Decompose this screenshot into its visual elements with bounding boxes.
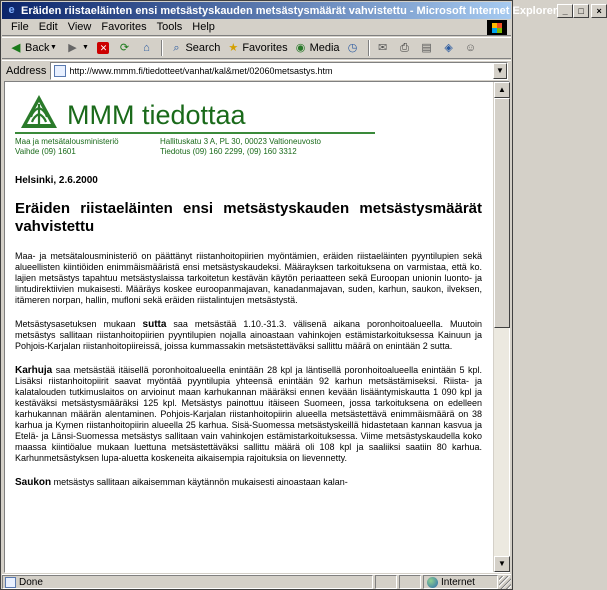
press-release-headline: Eräiden riistaeläinten ensi metsästyskauden metsästysmäärät vahvistettu (15, 200, 482, 235)
status-main (2, 575, 373, 589)
history-button[interactable] (343, 39, 365, 57)
close-button[interactable]: × (591, 4, 607, 18)
zone-label: Internet (441, 576, 475, 588)
toolbar-separator (368, 40, 370, 56)
print-button[interactable] (395, 39, 417, 57)
paragraph-text: Metsästysasetuksen mukaan (15, 319, 143, 329)
forward-button[interactable] (62, 39, 94, 57)
header-divider (15, 132, 375, 134)
maximize-button[interactable]: □ (573, 4, 589, 18)
internet-globe-icon (427, 577, 438, 588)
status-cell (375, 575, 397, 589)
mmm-logo-icon (19, 94, 59, 130)
search-icon: ⌕ (173, 42, 180, 54)
home-button[interactable] (136, 39, 158, 57)
page-icon (54, 65, 66, 77)
stop-icon: ✕ (97, 42, 109, 54)
toolbar-separator (161, 40, 163, 56)
back-button[interactable] (6, 39, 62, 57)
search-label: Search (185, 42, 221, 54)
resize-grip[interactable] (499, 576, 511, 589)
refresh-icon: ⟳ (119, 42, 130, 54)
windows-logo-icon (487, 20, 507, 35)
switchboard-number: Vaihde (09) 1601 (15, 147, 76, 156)
address-input[interactable] (50, 62, 508, 80)
ministry-name: Maa ja metsätalousministeriö (15, 137, 119, 146)
paragraph-wolf (15, 319, 482, 352)
paragraph-intro: Maa- ja metsätalousministeriö on päättänyt riistanhoitopiirien myöntämien, eräiden riistaeläinten pyyntilupien sekä alueellisten kiintiöiden enimmäismääristä ensi metsästyskaudeksi. Määrayksen tarkoituksena on varmistaa, että ko. lajien metsästys tapahtuu metsästyslaissa tarkoitetun kestävän käytön periaatteen sekä Euroopan unionin luonto- ja lintudirektiivien mukaisesti. Määräys koskee euroopanmajavan, kanadanmajavan, suden, karhun, saukon, ilveksen, itämeren norpan, hallin, mufloni sekä eräiden riistalintujen metsästystä. (15, 251, 482, 305)
paragraph-otter (15, 477, 482, 488)
page-done-icon (5, 577, 16, 588)
standard-toolbar (2, 37, 511, 59)
status-bar (2, 574, 511, 589)
discuss-button[interactable] (439, 39, 461, 57)
menu-tools[interactable]: Tools (156, 21, 183, 33)
back-arrow-icon: ◀ (11, 42, 21, 54)
address-url[interactable]: http://www.mmm.fi/tiedotteet/vanhat/kal&met/02060metsastys.htm (69, 65, 333, 76)
print-icon: ⎙ (400, 42, 409, 54)
scroll-up-button[interactable]: ▲ (494, 82, 510, 98)
org-title: MMM tiedottaa (67, 100, 246, 130)
paragraph-text: saa metsästää 1.10.-31.3. välisenä aikana poronhoitoalueella. Muutoin metsästys sallitaan riistanhoitopiirien pyyntilupien nojalla ainoastaan vahinkojen estämistarkoituksessa Kainuun ja Pohjois-Karjalan riistanhoitopiireissä, joissa kummassakin metsästettäväksi sallittu määrä on enintään 2 sutta. (15, 319, 483, 351)
information-numbers: Tiedotus (09) 160 2299, (09) 160 3312 (160, 147, 297, 156)
internet-explorer-icon: e (8, 4, 15, 16)
vertical-scrollbar[interactable] (493, 82, 509, 572)
minimize-button[interactable]: _ (557, 4, 573, 18)
menu-help[interactable]: Help (192, 21, 215, 33)
messenger-icon: ☺ (464, 42, 477, 54)
press-release-date: Helsinki, 2.6.2000 (15, 175, 98, 186)
menu-edit[interactable]: Edit (38, 21, 58, 33)
paragraph-text: saa metsästää itäisellä poronhoitoalueella enintään 28 kpl ja läntisellä poronhoitoalueella enintään 5 kpl. Lisäksi riistanhoitopiirit saavat myöntää pyyntilupia yhteensä enintään 92 karhun metsästämiseksi. Riista- ja kalatalouden tutkimuslaitos on arvioinut maan karhukannan määräksi ennen kevään lisääntymiskautta 1 090 kpl ja kestäväksi metsästysmääräksi 125 kpl. Metsästys painottuu itäiseen Suomeen, jossa tarkoituksena on edelleen karhukannan määrän alentaminen. Pohjois-Karjalan riistanhoitopiirin alueella metsästettävä enimmäismäärä on 38 karhua ja Kymen riistanhoitopiirin alueella 25 karhua. Sisä-Suomessa metsästyskeillä hidastetaan kannan kasvua ja Etelä- ja Länsi-Suomessa metsästys sallitaan vain vahinkojen estämistarkoituksessa. Viime metsästyskaudella koko maassa kiintiöalue mukaan luettuna metsästettäväksi sallittu määrä oli 108 kpl ja saaliiksi saatiin 80 karhua. Karhunmetsästyksen lupa-aluetta koskeneita aikaisempia rajoituksia on lievennetty. (15, 365, 482, 463)
refresh-button[interactable] (114, 39, 136, 57)
favorites-star-icon: ★ (228, 42, 239, 54)
keyword-bear: Karhuja (15, 365, 53, 376)
menu-view[interactable]: View (67, 21, 92, 33)
forward-arrow-icon: ▶ (68, 42, 77, 54)
scroll-thumb[interactable] (494, 98, 510, 328)
security-zone (423, 575, 498, 589)
history-icon: ◷ (347, 42, 358, 54)
status-cell (399, 575, 421, 589)
masthead (15, 92, 482, 130)
home-icon: ⌂ (143, 42, 150, 54)
menu-favorites[interactable]: Favorites (101, 21, 147, 33)
web-page (5, 82, 494, 572)
edit-icon: ▤ (421, 42, 432, 54)
keyword-wolf: sutta (142, 319, 167, 330)
favorites-button[interactable] (223, 39, 290, 57)
edit-button[interactable] (417, 39, 439, 57)
mail-icon: ✉ (377, 42, 388, 54)
media-label: Media (309, 42, 340, 54)
media-button[interactable] (291, 39, 343, 57)
messenger-button[interactable] (461, 39, 483, 57)
title-bar[interactable] (2, 2, 602, 19)
search-button[interactable] (166, 39, 223, 57)
page-viewport (4, 81, 510, 573)
paragraph-text: metsästys sallitaan aikaisemman käytännön mukaisesti ainoastaan kalan- (51, 477, 348, 487)
menu-bar (2, 19, 511, 36)
menu-file[interactable]: File (11, 21, 29, 33)
window-title: Eräiden riistaeläinten ensi metsästyskauden metsästysmäärät vahvistettu - Microsoft Internet Explorer (21, 4, 558, 17)
paragraph-bear (15, 365, 482, 464)
mail-button[interactable] (373, 39, 395, 57)
scroll-down-button[interactable]: ▼ (494, 556, 510, 572)
chevron-down-icon: ▼ (82, 44, 89, 51)
stop-button[interactable] (94, 39, 114, 57)
status-text: Done (19, 576, 43, 588)
postal-address: Hallituskatu 3 A, PL 30, 00023 Valtioneuvosto (160, 137, 321, 146)
address-dropdown-button[interactable]: ▼ (493, 63, 507, 79)
address-bar (2, 60, 511, 80)
discuss-icon: ◈ (444, 42, 453, 54)
window-controls (557, 4, 607, 18)
contact-info (15, 137, 482, 157)
media-icon: ◉ (295, 42, 306, 54)
favorites-label: Favorites (242, 42, 288, 54)
chevron-down-icon: ▼ (50, 44, 57, 51)
keyword-otter: Saukon (15, 477, 52, 488)
address-label: Address (6, 64, 47, 77)
back-label: Back (25, 42, 50, 54)
